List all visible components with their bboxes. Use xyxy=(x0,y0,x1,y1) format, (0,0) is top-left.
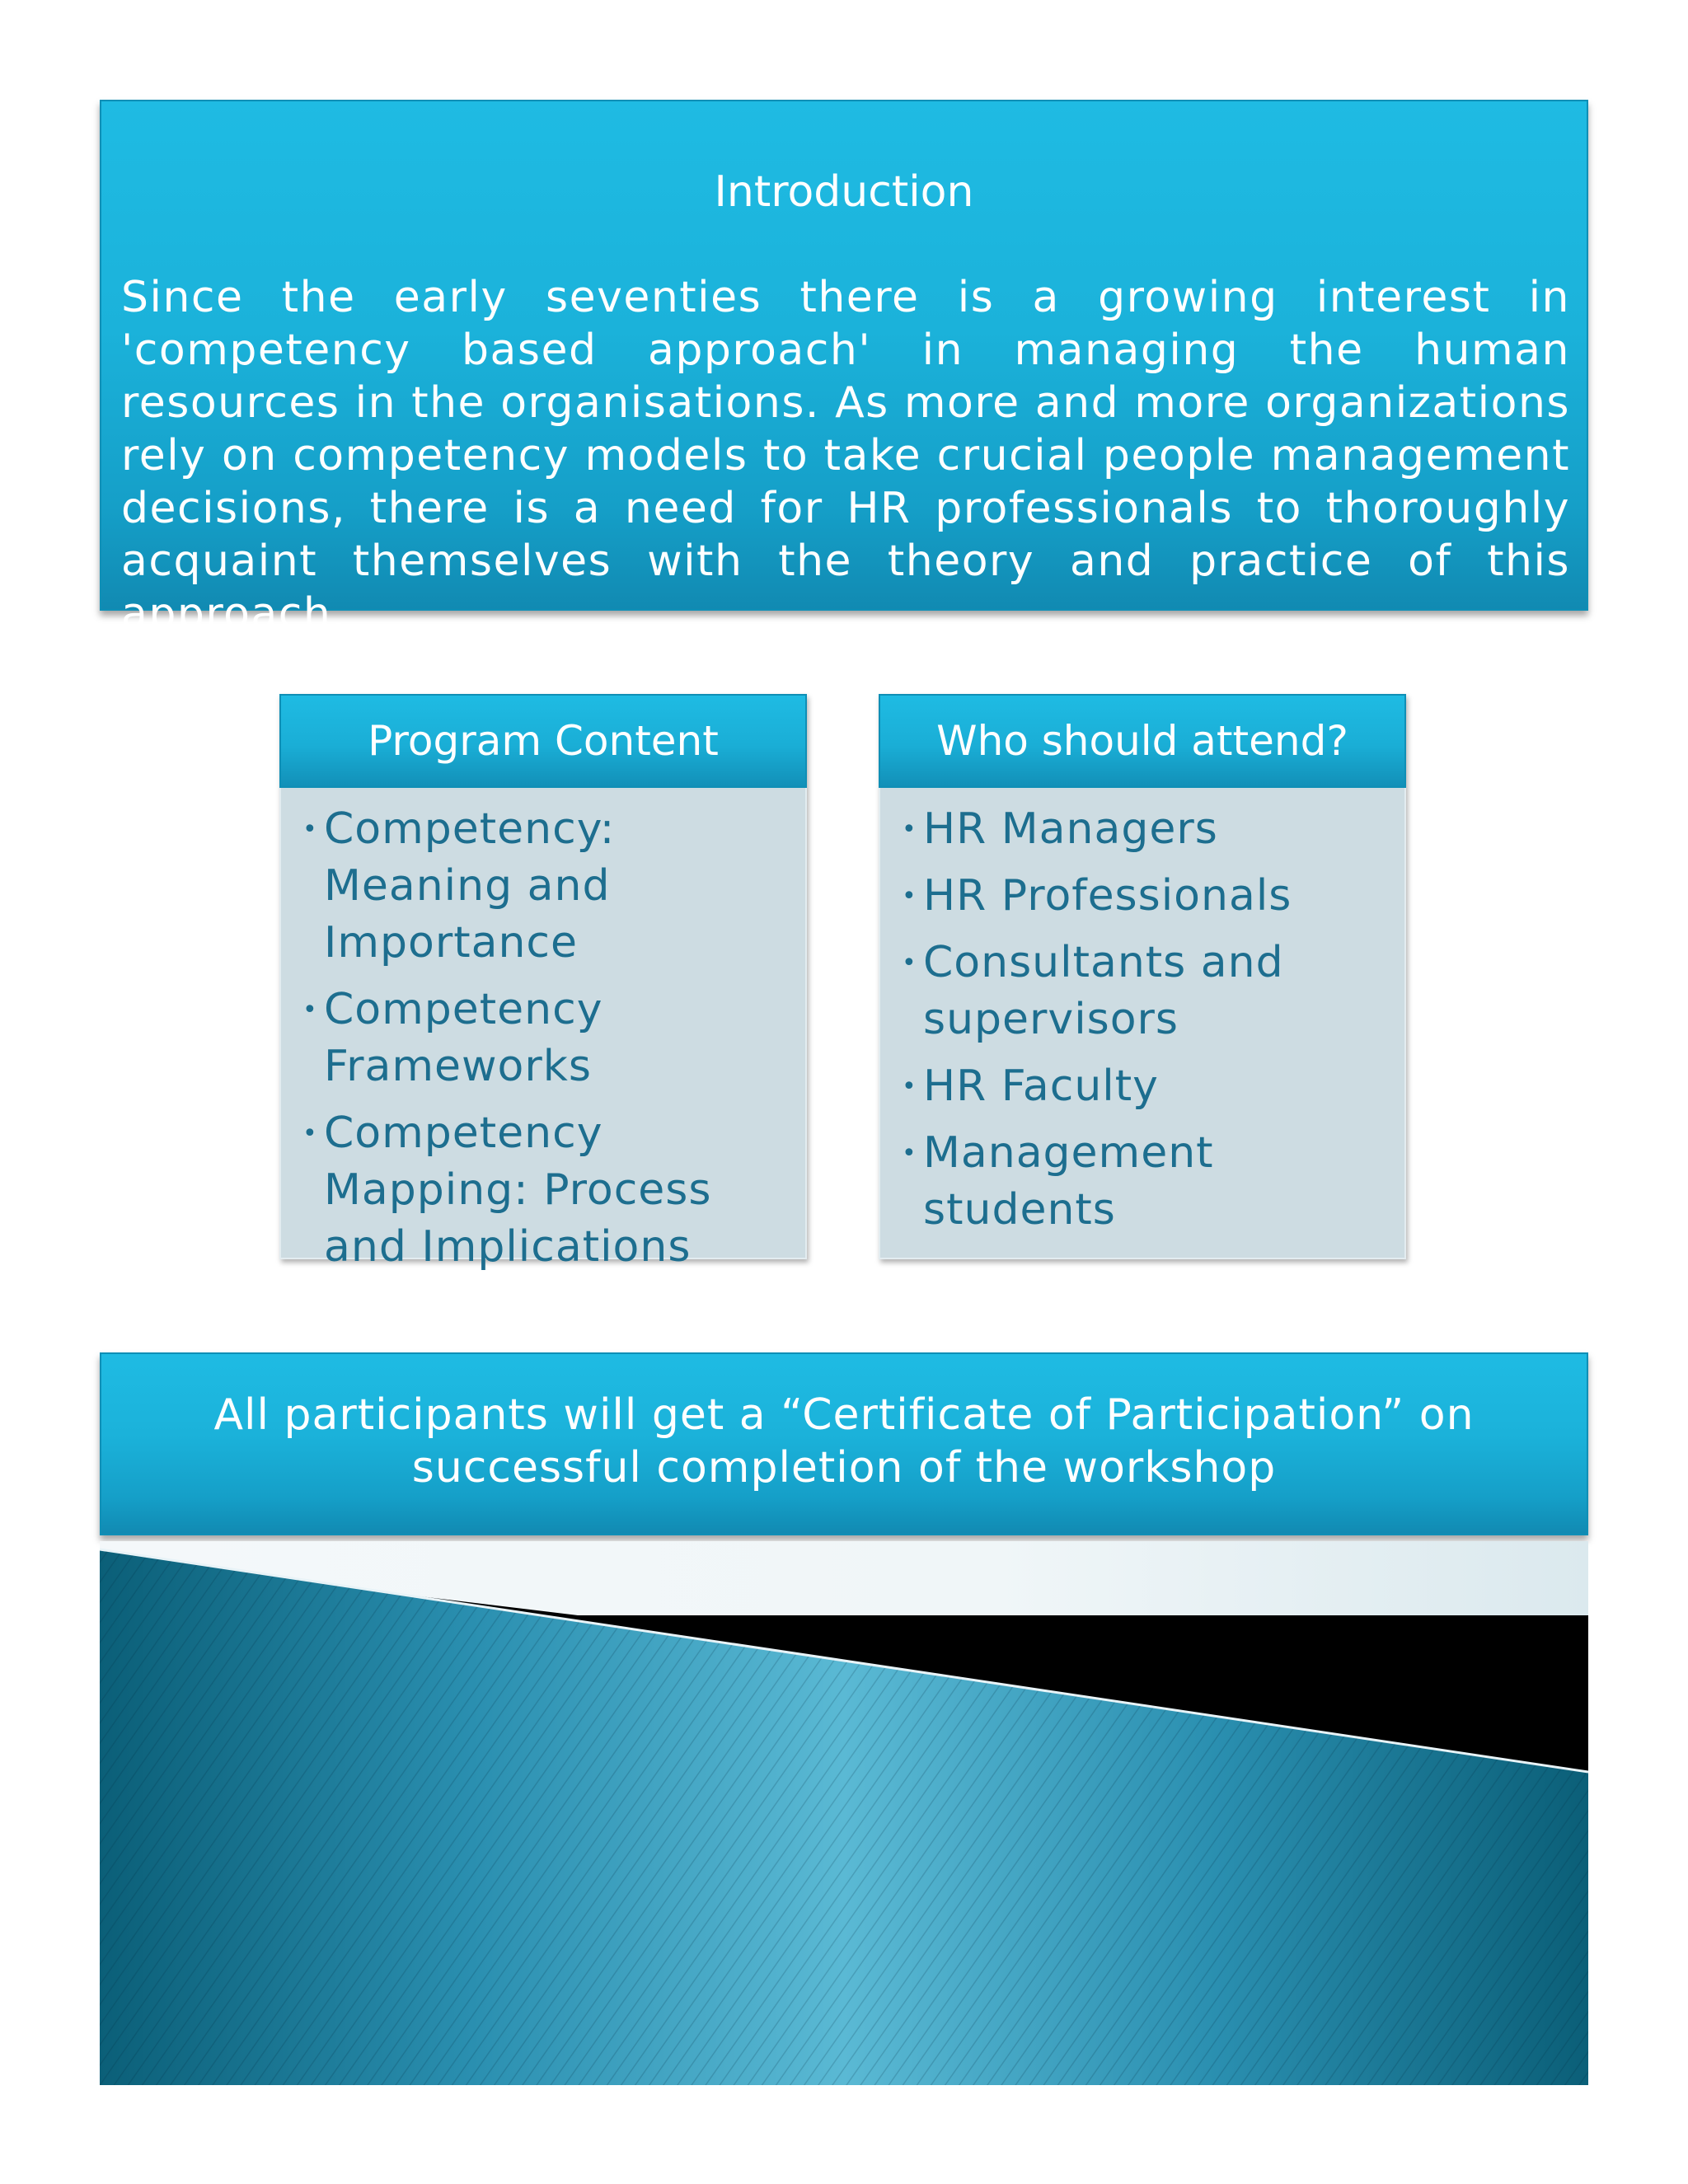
list-item-label: HR Managers xyxy=(923,804,1218,854)
bullet-icon: • xyxy=(302,1119,318,1148)
bullet-icon: • xyxy=(302,996,318,1024)
introduction-title: Introduction xyxy=(714,167,974,217)
who-should-attend-card xyxy=(879,694,1406,1259)
who-should-attend-body xyxy=(879,788,1406,1259)
bullet-icon: • xyxy=(902,949,917,977)
list-item xyxy=(880,1058,1404,1115)
program-content-body xyxy=(279,788,807,1272)
list-item xyxy=(880,868,1404,925)
program-content-title: Program Content xyxy=(279,694,807,788)
introduction-text: Since the early seventies there is a growing interest in 'competency based approach' in managing the human resources in the organisations. As more and more organizations rely on competency models to take crucial people management decisions, there is a need for HR professionals to thoroughly acquaint themselves with the theory and practice of this approach. xyxy=(121,273,1570,639)
list-item-label: Consultants and supervisors xyxy=(923,938,1284,1044)
program-content-list xyxy=(281,801,805,1276)
bullet-icon: • xyxy=(902,882,917,911)
bullet-icon: • xyxy=(902,1139,917,1168)
list-item xyxy=(880,935,1404,1048)
list-item xyxy=(281,801,805,972)
list-item-label: Management students xyxy=(923,1128,1214,1235)
list-item-label: HR Faculty xyxy=(923,1062,1159,1111)
certificate-banner xyxy=(100,1352,1588,1535)
bullet-icon: • xyxy=(302,815,318,844)
list-item-label: Competency Frameworks xyxy=(324,985,603,1091)
list-item xyxy=(281,1105,805,1276)
bullet-icon: • xyxy=(902,1072,917,1101)
who-should-attend-list xyxy=(880,801,1404,1239)
who-should-attend-title: Who should attend? xyxy=(879,694,1406,788)
bullet-icon: • xyxy=(902,815,917,844)
list-item xyxy=(880,801,1404,858)
certificate-text: All participants will get a “Certificate of Participation” on successful completion of the workshop xyxy=(213,1390,1475,1493)
list-item-label: Competency Mapping: Process and Implications xyxy=(324,1108,712,1272)
list-item-label: HR Professionals xyxy=(923,871,1292,921)
list-item xyxy=(281,982,805,1095)
introduction-banner xyxy=(100,100,1588,639)
program-content-card xyxy=(279,694,807,1272)
list-item xyxy=(880,1125,1404,1239)
list-item-label: Competency: Meaning and Importance xyxy=(324,804,616,968)
decorative-graphic xyxy=(100,1541,1588,2085)
